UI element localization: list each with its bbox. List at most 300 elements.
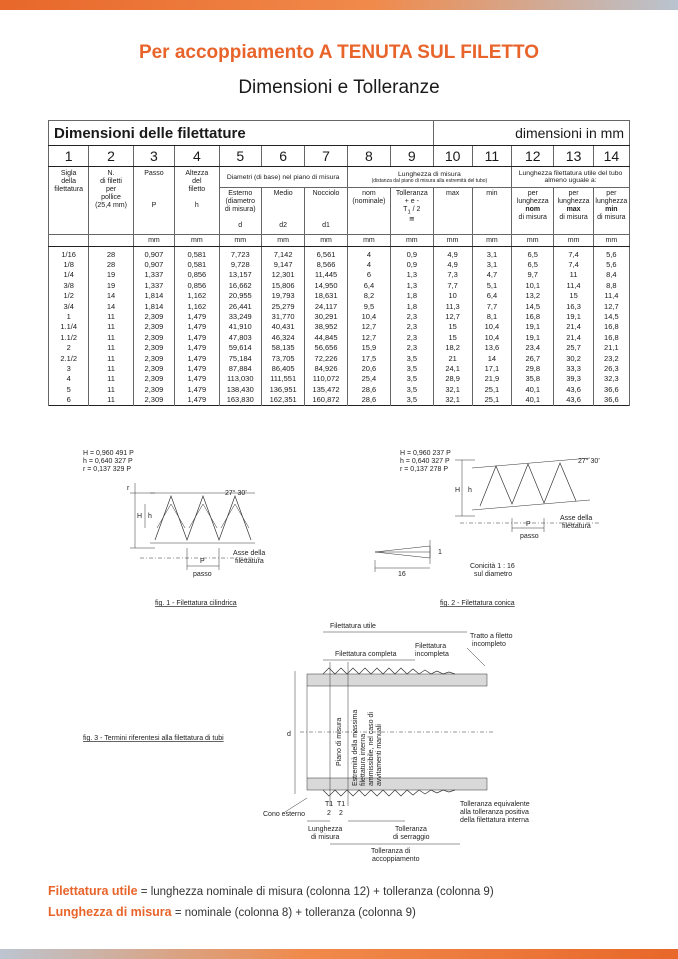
table-cell: 3,1 — [472, 259, 511, 269]
header-altezza: Altezza del filetto h — [175, 167, 219, 235]
thread-dimensions-table — [48, 120, 630, 406]
table-cell: 17,1 — [472, 363, 511, 373]
fig2-conical-thread-diagram — [360, 448, 610, 610]
table-row — [49, 280, 630, 290]
header-tolleranza: Tolleranza + e - $T_1 / 2$ ≅ — [391, 188, 433, 235]
table-cell: 2.1/2 — [49, 353, 89, 363]
table-cell: 9,5 — [347, 301, 390, 311]
table-cell: 1,814 — [133, 301, 174, 311]
header-group-lunghezza: Lunghezza di misura (distanza dal piano di misura alla estremità del tubo) — [347, 167, 511, 188]
svg-text:ammissibile, nel caso di: ammissibile, nel caso di — [368, 712, 375, 786]
table-cell: 7,3 — [433, 270, 472, 280]
footnote-filettatura-utile: Filettatura utile = lunghezza nominale di misura (colonna 12) + tolleranza (colonna 9) — [48, 884, 494, 898]
svg-text:T1: T1 — [337, 801, 346, 808]
table-cell: 19,793 — [261, 291, 304, 301]
table-cell: 38,952 — [305, 322, 347, 332]
svg-text:avvitamenti manuali: avvitamenti manuali — [376, 724, 383, 786]
table-cell: 3/4 — [49, 301, 89, 311]
table-cell: 162,351 — [261, 394, 304, 405]
table-cell: 39,3 — [554, 374, 593, 384]
table-cell: 84,926 — [305, 363, 347, 373]
table-cell: 1,479 — [175, 374, 219, 384]
table-row — [49, 374, 630, 384]
table-row — [49, 247, 630, 260]
table-cell: 11 — [89, 394, 133, 405]
table-cell: 12,7 — [433, 311, 472, 321]
table-cell: 10,4 — [472, 322, 511, 332]
bottom-accent-bar — [0, 949, 678, 959]
table-cell: 0,581 — [175, 247, 219, 260]
table-cell: 23,2 — [593, 353, 629, 363]
table-cell: 7,723 — [219, 247, 261, 260]
table-cell: 16,8 — [593, 322, 629, 332]
svg-text:alla tolleranza positiva: alla tolleranza positiva — [460, 809, 529, 816]
table-cell: 0,907 — [133, 247, 174, 260]
table-cell: 14,5 — [512, 301, 554, 311]
table-cell: 1,479 — [175, 332, 219, 342]
table-cell: 9,147 — [261, 259, 304, 269]
table-cell: 2,309 — [133, 384, 174, 394]
svg-text:della filettatura interna: della filettatura interna — [460, 817, 529, 824]
table-cell: 3,5 — [391, 394, 433, 405]
svg-text:di misura: di misura — [311, 834, 340, 841]
header-group-tubo: Lunghezza filettatura utile del tubo almeno uguale a: — [512, 167, 630, 188]
header-tubo-min: per lunghezza min di misura — [593, 188, 629, 235]
svg-text:Piano di misura: Piano di misura — [336, 717, 343, 766]
table-cell: 26,7 — [512, 353, 554, 363]
table-cell: 16,8 — [593, 332, 629, 342]
table-cell: 73,705 — [261, 353, 304, 363]
svg-text:di serraggio: di serraggio — [393, 834, 430, 841]
table-cell: 0,907 — [133, 259, 174, 269]
table-cell: 1,3 — [391, 280, 433, 290]
table-cell: 6 — [347, 270, 390, 280]
table-cell: 11 — [89, 374, 133, 384]
table-cell: 7,142 — [261, 247, 304, 260]
table-cell: 11 — [89, 332, 133, 342]
table-cell: 44,845 — [305, 332, 347, 342]
table-cell: 40,431 — [261, 322, 304, 332]
table-row — [49, 322, 630, 332]
table-cell: 25,7 — [554, 343, 593, 353]
table-cell: 28 — [89, 247, 133, 260]
svg-text:Conicità 1 : 16: Conicità 1 : 16 — [470, 563, 515, 570]
table-cell: 19 — [89, 280, 133, 290]
table-cell: 11,4 — [554, 280, 593, 290]
fig2-formula-h: h = 0,640 327 P — [400, 458, 450, 465]
table-cell: 19 — [89, 270, 133, 280]
header-min: min — [472, 188, 511, 235]
table-cell: 2,309 — [133, 343, 174, 353]
table-cell: 1/2 — [49, 291, 89, 301]
table-row — [49, 332, 630, 342]
table-row — [49, 259, 630, 269]
table-cell: 15,9 — [347, 343, 390, 353]
table-cell: 4 — [347, 259, 390, 269]
svg-text:T1: T1 — [325, 801, 334, 808]
table-cell: 12,7 — [593, 301, 629, 311]
table-cell: 136,951 — [261, 384, 304, 394]
table-cell: 14 — [89, 291, 133, 301]
table-cell: 41,910 — [219, 322, 261, 332]
table-cell: 26,441 — [219, 301, 261, 311]
table-cell: 72,226 — [305, 353, 347, 363]
page-subtitle: Dimensioni e Tolleranze — [238, 77, 440, 98]
table-cell: 24,117 — [305, 301, 347, 311]
table-cell: 43,6 — [554, 384, 593, 394]
table-cell: 2,309 — [133, 332, 174, 342]
table-cell: 1 — [49, 311, 89, 321]
svg-text:H: H — [455, 487, 461, 494]
table-cell: 43,6 — [554, 394, 593, 405]
fig2-formula-r: r = 0,137 278 P — [400, 466, 449, 473]
table-cell: 15 — [554, 291, 593, 301]
table-cell: 20,6 — [347, 363, 390, 373]
table-cell: 5 — [49, 384, 89, 394]
svg-text:P: P — [200, 558, 205, 565]
table-cell: 14,950 — [305, 280, 347, 290]
table-cell: 75,184 — [219, 353, 261, 363]
table-cell: 11 — [89, 384, 133, 394]
table-cell: 40,1 — [512, 384, 554, 394]
table-cell: 6,5 — [512, 247, 554, 260]
fig1-cylindrical-thread-diagram — [75, 448, 305, 610]
table-cell: 2,3 — [391, 322, 433, 332]
fig2-formula-H: H = 0,960 237 P — [400, 450, 451, 457]
svg-text:Tolleranza equivalente: Tolleranza equivalente — [460, 801, 530, 808]
table-cell: 1,8 — [391, 301, 433, 311]
page-title: Per accoppiamento A TENUTA SUL FILETTO — [138, 42, 540, 63]
table-cell: 6,5 — [512, 259, 554, 269]
table-cell: 11 — [554, 270, 593, 280]
svg-text:d: d — [287, 731, 291, 738]
table-cell: 13,157 — [219, 270, 261, 280]
svg-text:2: 2 — [339, 810, 343, 817]
table-cell: 2,309 — [133, 322, 174, 332]
table-row — [49, 301, 630, 311]
table-body — [49, 247, 630, 406]
svg-text:filettatura: filettatura — [235, 558, 264, 565]
table-cell: 14 — [89, 301, 133, 311]
table-cell: 6,4 — [347, 280, 390, 290]
fig1-formula-h: h = 0,640 327 P — [83, 458, 133, 465]
table-cell: 111,551 — [261, 374, 304, 384]
table-cell: 32,3 — [593, 374, 629, 384]
table-cell: 11 — [89, 343, 133, 353]
svg-text:r: r — [127, 485, 130, 492]
table-cell: 0,9 — [391, 259, 433, 269]
fig3-pipe-thread-terms-diagram — [75, 616, 615, 868]
fig3-caption: fig. 3 - Termini riferentesi alla filettatura di tubi — [83, 735, 224, 742]
table-cell: 35,8 — [512, 374, 554, 384]
header-sigla: Sigla della filettatura — [49, 167, 89, 235]
table-cell: 1,162 — [175, 291, 219, 301]
table-units-note: dimensioni in mm — [433, 121, 630, 146]
table-cell: 7,4 — [554, 259, 593, 269]
svg-text:Filettatura utile: Filettatura utile — [330, 623, 376, 630]
svg-text:Cono esterno: Cono esterno — [263, 811, 306, 818]
svg-text:1: 1 — [438, 549, 442, 556]
table-cell: 12,7 — [347, 332, 390, 342]
table-cell: 1,479 — [175, 353, 219, 363]
table-cell: 14 — [472, 353, 511, 363]
table-cell: 11 — [89, 311, 133, 321]
header-nom: nom (nominale) — [347, 188, 390, 235]
svg-text:incompleto: incompleto — [472, 641, 506, 648]
table-cell: 87,884 — [219, 363, 261, 373]
header-tubo-nom: per lunghezza nom di misura — [512, 188, 554, 235]
table-cell: 110,072 — [305, 374, 347, 384]
table-cell: 16,3 — [554, 301, 593, 311]
table-cell: 46,324 — [261, 332, 304, 342]
table-cell: 1,3 — [391, 270, 433, 280]
table-cell: 1,479 — [175, 363, 219, 373]
svg-text:P: P — [526, 521, 531, 528]
table-cell: 28,9 — [433, 374, 472, 384]
table-cell: 2,309 — [133, 374, 174, 384]
table-title: Dimensioni delle filettature — [49, 121, 434, 146]
table-cell: 1,8 — [391, 291, 433, 301]
table-cell: 23,4 — [512, 343, 554, 353]
table-row — [49, 363, 630, 373]
table-cell: 11 — [89, 322, 133, 332]
table-cell: 2 — [49, 343, 89, 353]
svg-text:accoppiamento: accoppiamento — [372, 856, 420, 863]
table-cell: 26,3 — [593, 363, 629, 373]
table-row — [49, 311, 630, 321]
table-cell: 1,337 — [133, 270, 174, 280]
table-cell: 1,479 — [175, 322, 219, 332]
table-cell: 15 — [433, 332, 472, 342]
table-cell: 1/16 — [49, 247, 89, 260]
table-cell: 12,301 — [261, 270, 304, 280]
table-cell: 1,162 — [175, 301, 219, 311]
table-cell: 25,279 — [261, 301, 304, 311]
table-cell: 16,662 — [219, 280, 261, 290]
table-cell: 4 — [49, 374, 89, 384]
header-max: max — [433, 188, 472, 235]
svg-text:Tolleranza di: Tolleranza di — [371, 848, 411, 855]
table-cell: 25,1 — [472, 384, 511, 394]
table-cell: 8,566 — [305, 259, 347, 269]
table-cell: 30,2 — [554, 353, 593, 363]
table-row — [49, 384, 630, 394]
table-cell: 13,6 — [472, 343, 511, 353]
table-cell: 3 — [49, 363, 89, 373]
table-cell: 1,479 — [175, 343, 219, 353]
table-cell: 4 — [347, 247, 390, 260]
table-cell: 1.1/4 — [49, 322, 89, 332]
table-cell: 10,4 — [472, 332, 511, 342]
table-cell: 10 — [433, 291, 472, 301]
table-cell: 4,9 — [433, 247, 472, 260]
table-cell: 2,3 — [391, 343, 433, 353]
table-cell: 6,561 — [305, 247, 347, 260]
table-cell: 0,581 — [175, 259, 219, 269]
table-cell: 21,4 — [554, 322, 593, 332]
table-cell: 3,1 — [472, 247, 511, 260]
svg-text:Filettatura: Filettatura — [415, 643, 447, 650]
table-row — [49, 343, 630, 353]
table-cell: 2,309 — [133, 311, 174, 321]
top-accent-bar — [0, 0, 678, 10]
table-cell: 0,856 — [175, 280, 219, 290]
table-cell: 1,479 — [175, 384, 219, 394]
table-cell: 4,9 — [433, 259, 472, 269]
table-cell: 19,1 — [512, 322, 554, 332]
header-group-diametri: Diametri (di base) nel piano di misura — [219, 167, 347, 188]
table-cell: 10,1 — [512, 280, 554, 290]
table-row — [49, 291, 630, 301]
table-cell: 2,309 — [133, 353, 174, 363]
table-cell: 15,806 — [261, 280, 304, 290]
svg-text:Tratto a filetto: Tratto a filetto — [470, 633, 513, 640]
table-cell: 0,9 — [391, 247, 433, 260]
table-cell: 0,856 — [175, 270, 219, 280]
table-cell: 2,309 — [133, 363, 174, 373]
table-row — [49, 353, 630, 363]
table-cell: 113,030 — [219, 374, 261, 384]
table-cell: 11 — [89, 353, 133, 363]
table-cell: 47,803 — [219, 332, 261, 342]
svg-text:Filettatura completa: Filettatura completa — [335, 651, 397, 658]
table-cell: 3,5 — [391, 363, 433, 373]
table-cell: 28,6 — [347, 394, 390, 405]
table-cell: 16,8 — [512, 311, 554, 321]
table-cell: 8,2 — [347, 291, 390, 301]
svg-text:sul diametro: sul diametro — [474, 571, 513, 578]
svg-text:Tolleranza: Tolleranza — [395, 826, 427, 833]
table-cell: 3/8 — [49, 280, 89, 290]
table-cell: 58,135 — [261, 343, 304, 353]
table-cell: 33,249 — [219, 311, 261, 321]
table-cell: 3,5 — [391, 384, 433, 394]
table-cell: 21 — [433, 353, 472, 363]
svg-text:16: 16 — [398, 571, 406, 578]
header-esterno: Esterno (diametro di misura) d — [219, 188, 261, 235]
table-cell: 56,656 — [305, 343, 347, 353]
table-cell: 2,3 — [391, 332, 433, 342]
header-medio: Medio d2 — [261, 188, 304, 235]
table-cell: 7,7 — [433, 280, 472, 290]
svg-text:passo: passo — [193, 571, 212, 578]
header-tubo-max: per lunghezza max di misura — [554, 188, 593, 235]
table-cell: 10,4 — [347, 311, 390, 321]
table-cell: 21,1 — [593, 343, 629, 353]
table-cell: 19,1 — [554, 311, 593, 321]
svg-text:passo: passo — [520, 533, 539, 540]
table-cell: 13,2 — [512, 291, 554, 301]
header-filetti: N. di filetti per pollice (25,4 mm) — [89, 167, 133, 235]
column-numbers-row: 1 2 3 4 5 6 7 8 9 10 11 12 13 14 — [49, 146, 630, 167]
table-cell: 9,7 — [512, 270, 554, 280]
table-row — [49, 270, 630, 280]
table-cell: 5,1 — [472, 280, 511, 290]
table-cell: 29,8 — [512, 363, 554, 373]
header-nocciolo: Nocciolo d1 — [305, 188, 347, 235]
table-cell: 30,291 — [305, 311, 347, 321]
svg-text:H: H — [137, 513, 143, 520]
svg-text:Asse della: Asse della — [233, 550, 266, 557]
table-cell: 21,4 — [554, 332, 593, 342]
table-cell: 17,5 — [347, 353, 390, 363]
table-cell: 6,4 — [472, 291, 511, 301]
table-cell: 36,6 — [593, 394, 629, 405]
table-cell: 11,445 — [305, 270, 347, 280]
table-cell: 5,6 — [593, 247, 629, 260]
fig1-caption: fig. 1 - Filettatura cilindrica — [155, 600, 237, 607]
table-cell: 7,7 — [472, 301, 511, 311]
svg-text:Lunghezza: Lunghezza — [308, 826, 343, 833]
table-cell: 6 — [49, 394, 89, 405]
table-cell: 59,614 — [219, 343, 261, 353]
table-cell: 12,7 — [347, 322, 390, 332]
svg-text:filettatura: filettatura — [562, 523, 591, 530]
table-cell: 28 — [89, 259, 133, 269]
table-cell: 40,1 — [512, 394, 554, 405]
footnote-lunghezza-misura: Lunghezza di misura = nominale (colonna 8) + tolleranza (colonna 9) — [48, 905, 416, 919]
table-cell: 15 — [433, 322, 472, 332]
table-cell: 3,5 — [391, 374, 433, 384]
svg-text:h: h — [148, 513, 152, 520]
table-cell: 8,1 — [472, 311, 511, 321]
table-cell: 160,872 — [305, 394, 347, 405]
table-cell: 5,6 — [593, 259, 629, 269]
svg-text:filettatura interna: filettatura interna — [360, 733, 367, 786]
table-cell: 1.1/2 — [49, 332, 89, 342]
table-cell: 31,770 — [261, 311, 304, 321]
header-passo: Passo P — [133, 167, 174, 235]
table-cell: 3,5 — [391, 353, 433, 363]
table-cell: 1,479 — [175, 311, 219, 321]
svg-text:Asse della: Asse della — [560, 515, 593, 522]
table-cell: 1,814 — [133, 291, 174, 301]
table-cell: 18,631 — [305, 291, 347, 301]
table-cell: 8,4 — [593, 270, 629, 280]
table-cell: 4,7 — [472, 270, 511, 280]
table-cell: 7,4 — [554, 247, 593, 260]
table-cell: 33,3 — [554, 363, 593, 373]
table-cell: 24,1 — [433, 363, 472, 373]
table-cell: 32,1 — [433, 384, 472, 394]
table-cell: 25,1 — [472, 394, 511, 405]
table-cell: 86,405 — [261, 363, 304, 373]
table-cell: 2,3 — [391, 311, 433, 321]
fig1-formula-r: r = 0,137 329 P — [83, 466, 132, 473]
svg-text:2: 2 — [327, 810, 331, 817]
table-cell: 20,955 — [219, 291, 261, 301]
svg-text:h: h — [468, 487, 472, 494]
table-cell: 138,430 — [219, 384, 261, 394]
svg-text:Estremità della massima: Estremità della massima — [352, 709, 359, 786]
fig2-angle: 27° 30' — [578, 458, 600, 465]
table-cell: 14,5 — [593, 311, 629, 321]
table-cell: 36,6 — [593, 384, 629, 394]
table-cell: 135,472 — [305, 384, 347, 394]
table-cell: 28,6 — [347, 384, 390, 394]
group-header-row — [49, 167, 630, 188]
table-cell: 21,9 — [472, 374, 511, 384]
fig1-angle: 27° 30' — [225, 490, 247, 497]
table-cell: 2,309 — [133, 394, 174, 405]
table-cell: 1/4 — [49, 270, 89, 280]
table-cell: 32,1 — [433, 394, 472, 405]
table-cell: 8,8 — [593, 280, 629, 290]
table-cell: 19,1 — [512, 332, 554, 342]
table-cell: 1,337 — [133, 280, 174, 290]
svg-text:incompleta: incompleta — [415, 651, 449, 658]
table-cell: 163,830 — [219, 394, 261, 405]
